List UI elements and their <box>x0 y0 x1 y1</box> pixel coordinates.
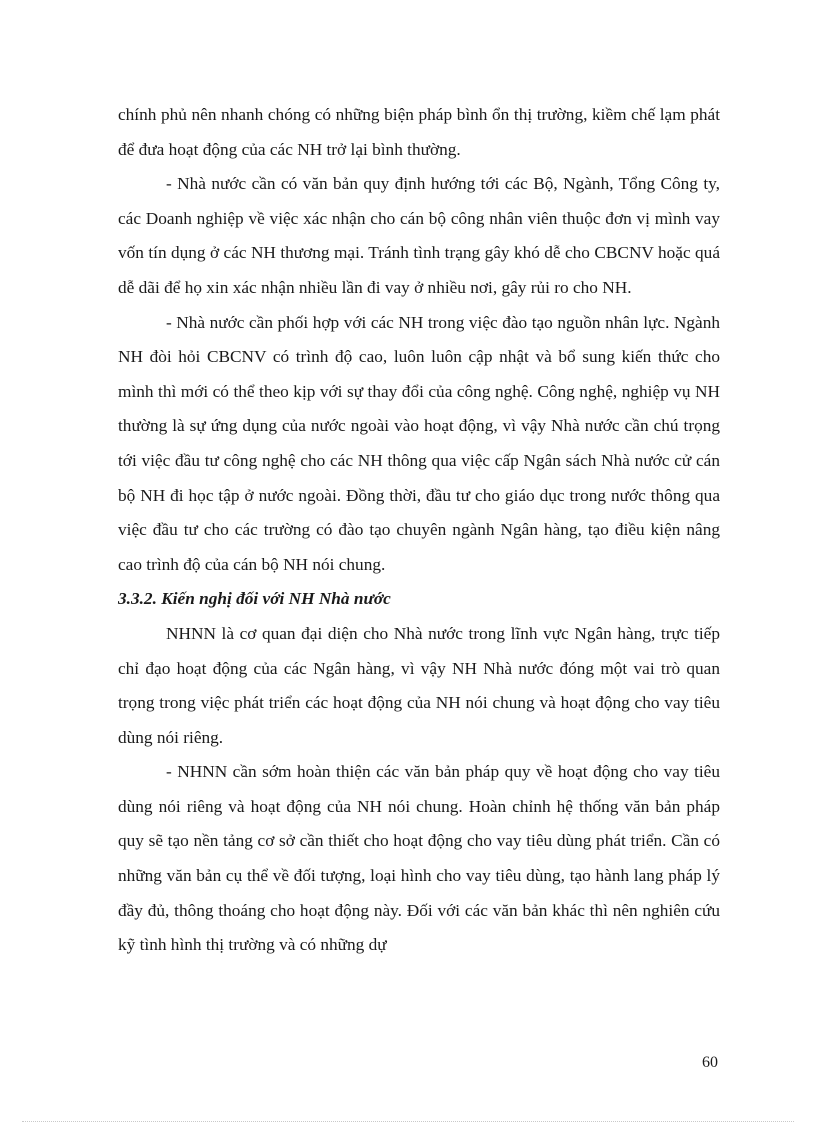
paragraph-sbv-legal-documents: - NHNN cần sớm hoàn thiện các văn bản pháp quy về hoạt động cho vay tiêu dùng nói riêng và hoạt động của NH nói chung. Hoàn chỉnh hệ thống văn bản pháp quy sẽ tạo nền tảng cơ sở cần thiết cho hoạt động cho vay tiêu dùng phát triển. Cần có những văn bản cụ thể về đối tượng, loại hình cho vay tiêu dùng, tạo hành lang pháp lý đầy đủ, thông thoáng cho hoạt động này. Đối với các văn bản khác thì nên nghiên cứu kỹ tình hình thị trường và có những dự <box>118 762 720 955</box>
body-text <box>118 98 720 963</box>
bottom-dotted-divider <box>22 1121 794 1122</box>
page-number: 60 <box>702 1054 718 1071</box>
section-heading: 3.3.2. Kiến nghị đối với NH Nhà nước <box>118 589 391 609</box>
paragraph-continuation: chính phủ nên nhanh chóng có những biện pháp bình ổn thị trường, kiềm chế lạm phát để đưa hoạt động của các NH trở lại bình thường. <box>118 105 720 159</box>
paragraph-recommendation-confirmation: - Nhà nước cần có văn bản quy định hướng tới các Bộ, Ngành, Tổng Công ty, các Doanh nghiệp về việc xác nhận cho cán bộ công nhân viên thuộc đơn vị mình vay vốn tín dụng ở các NH thương mại. Tránh tình trạng gây khó dễ cho CBCNV hoặc quá dễ dãi để họ xin xác nhận nhiều lần đi vay ở nhiều nơi, gây rủi ro cho NH. <box>118 174 720 297</box>
paragraph-recommendation-training: - Nhà nước cần phối hợp với các NH trong việc đào tạo nguồn nhân lực. Ngành NH đòi hỏi CBCNV có trình độ cao, luôn luôn cập nhật và bổ sung kiến thức cho mình thì mới có thể theo kịp với sự thay đổi của công nghệ. Công nghệ, nghiệp vụ NH thường là sự ứng dụng của nước ngoài vào hoạt động, vì vậy Nhà nước cần chú trọng tới việc đầu tư công nghệ cho các NH thông qua việc cấp Ngân sách Nhà nước cử cán bộ NH đi học tập ở nước ngoài. Đồng thời, đầu tư cho giáo dục trong nước thông qua việc đầu tư cho các trường có đào tạo chuyên ngành Ngân hàng, tạo điều kiện nâng cao trình độ của cán bộ NH nói chung. <box>118 312 720 574</box>
paragraph-sbv-role: NHNN là cơ quan đại diện cho Nhà nước trong lĩnh vực Ngân hàng, trực tiếp chỉ đạo hoạt động của các Ngân hàng, vì vậy NH Nhà nước đóng một vai trò quan trọng trong việc phát triển các hoạt động của NH nói chung và hoạt động cho vay tiêu dùng nói riêng. <box>118 623 720 747</box>
